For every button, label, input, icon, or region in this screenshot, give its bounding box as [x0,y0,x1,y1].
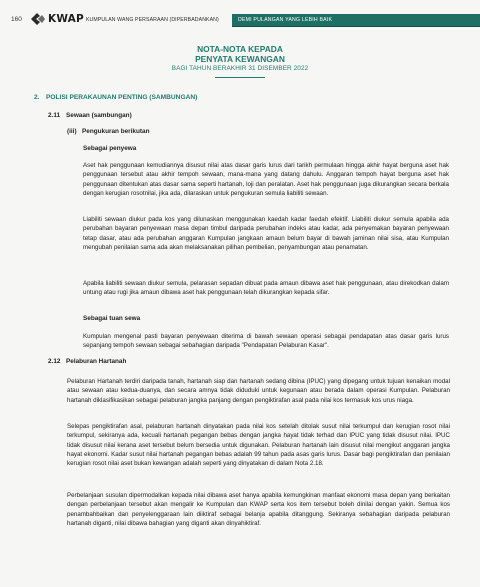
section-title: POLISI PERAKAUNAN PENTING (SAMBUNGAN) [46,94,198,101]
organization-name: KUMPULAN WANG PERSARAAN (DIPERBADANKAN) [86,17,219,23]
kwap-logo-mark-icon [30,12,46,26]
paragraph-hartanah-2: Selepas pengiktirafan asal, pelaburan hartanah dinyatakan pada nilai kos setelah ditolak susut nilai terkumpul dan kerugian rosot nilai terkumpul, sekiranya ada, kecuali hartanah pegangan bebas dengan jangka hayat tidak terhad dan IPUC yang tidak disusut nilai. IPUC tidak disusut nilai kerana aset tersebut belum bersedia untuk digunakan. Pelaburan hartanah lain disusut nilai mengikut anggaran jangka hayat ekonomi. Kadar susut nilai hartanah pegangan bebas adalah 99 tahun pada asas garis lurus. Dasar bagi pengiktirafan dan penilaian kerugian rosot nilai aset bukan kewangan adalah seperti yang dinyatakan di dalam Nota 2.18. [67,423,450,468]
heading-sebagai-penyewa: Sebagai penyewa [83,145,137,152]
item-title: Pengukuran berikutan [82,128,150,135]
subsection-number: 2.12 [48,358,61,365]
paragraph-penyewa-1: Aset hak penggunaan kemudiannya disusut nilai atas dasar garis lurus dari tarikh permulaan hingga akhir hayat berguna aset hak penggunaan tersebut atau akhir tempoh sewaan, mana-mana yang datang dahulu. Anggaran tempoh hayat berguna aset hak penggunaan ditentukan atas dasar sama seperti hartanah, loji dan peralatan. Aset hak penggunaan juga dikurangkan secara berkala dengan kerugian rosotnilai, jika ada, dilaraskan untuk pengukuran semula liabiliti sewaan. [83,162,449,197]
subsection-title: Pelaburan Hartanah [66,358,127,365]
subsection-title: Sewaan (sambungan) [66,112,132,119]
paragraph-penyewa-2: Liabiliti sewaan diukur pada kos yang dilunaskan menggunakan kaedah kadar faedah efektif. Liabiliti diukur semula apabila ada perubahan bayaran penyewaan masa depan timbul daripada perubahan indeks atau kadar, ada penyemakan bayaran penyewaan tetap dasar, atau ada perubahan anggaran Kumpulan jangkaan amaun belum bayar di bawah jaminan nilai sisa, atau Kumpulan mengubah penilaian sama ada akan melaksanakan pilihan pembelian, penyambungan atau penamatan. [83,216,449,251]
tagline-text: DEMI PULANGAN YANG LEBIH BAIK [238,17,333,23]
subsection-heading-2-11 [48,112,132,119]
page-subtitle: BAGI TAHUN BERAKHIR 31 DISEMBER 2022 [171,65,309,72]
heading-sebagai-tuan-sewa: Sebagai tuan sewa [83,315,141,322]
item-heading-iii [67,128,149,135]
subsection-heading-2-12 [48,358,126,365]
title-divider [215,77,265,78]
section-heading [34,94,197,101]
paragraph-penyewa-3: Apabila liabiliti sewaan diukur semula, pelarasan sepadan dibuat pada amaun dibawa aset hak penggunaan, atau direkodkan dalam untung atau rugi jika amaun dibawa aset hak penggunaan telah dikurangkan kepada sifar. [83,280,449,297]
page-number: 160 [11,16,22,23]
page-title-block [0,44,480,78]
logo-text: KWAP [48,13,84,25]
page-title-line1: NOTA-NOTA KEPADA [197,44,283,54]
page-header [0,6,480,30]
tagline-banner [232,14,480,27]
subsection-number: 2.11 [48,112,61,119]
page-title-line2: PENYATA KEWANGAN [195,54,285,64]
item-number: (iii) [67,128,77,135]
kwap-logo [30,12,84,26]
paragraph-hartanah-1: Pelaburan Hartanah terdiri daripada tanah, hartanah siap dan hartanah sedang dibina (IPUC) yang dipegang untuk tujuan kenaikan modal atau sewaan atau kedua-duanya, dan secara amnya tidak diduduki untuk kegunaan atau berada dalam operasi Kumpulan. Pelaburan hartanah diklasifikasikan sebagai pelaburan jangka panjang dengan pengiktirafan asal pada nilai kos termasuk kos urus niaga. [67,378,450,404]
paragraph-tuan-sewa-1: Kumpulan mengenal pasti bayaran penyewaan diterima di bawah sewaan operasi sebagai pendapatan atas dasar garis lurus sepanjang tempoh sewaan sebagai sebahagian daripada "Pendapatan Pelaburan Kasar". [83,333,449,350]
paragraph-hartanah-3: Perbelanjaan susulan dipermodalkan kepada nilai dibawa aset hanya apabila kemungkinan manfaat ekonomi masa depan yang berkaitan dengan perbelanjaan tersebut akan mengalir ke Kumpulan dan KWAP serta kos item tersebut boleh dinilai dengan yakin. Semua kos penambahbaikan dan penyelenggaraan lain diiktiraf sebagai belanja apabila ditanggung. Sekiranya sebahagian daripada pelaburan hartanah diganti, nilai dibawa bahagian yang diganti akan dinyahiktiraf. [67,492,450,527]
section-number: 2. [34,94,40,101]
